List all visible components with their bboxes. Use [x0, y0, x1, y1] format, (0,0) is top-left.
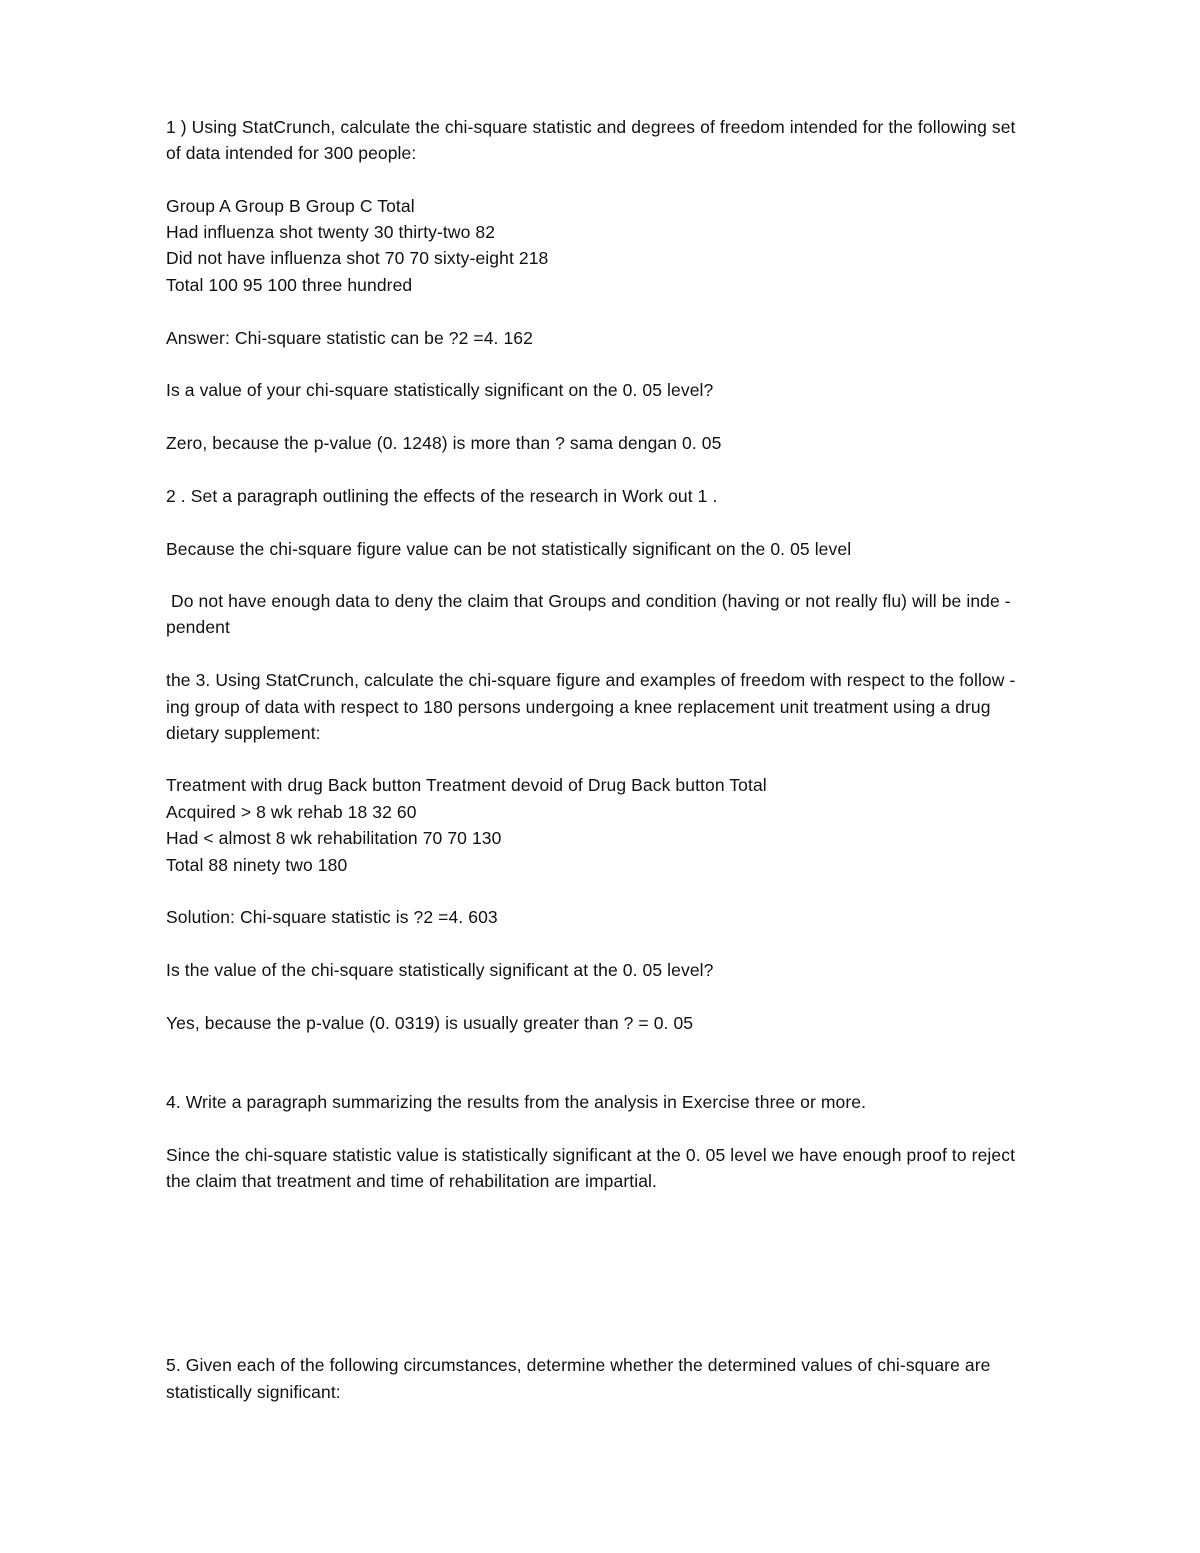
- significance-answer-1: Zero, because the p-value (0. 1248) is more than ? sama dengan 0. 05: [166, 433, 722, 453]
- table-1-row-1: Had influenza shot twenty 30 thirty-two 82: [166, 222, 496, 242]
- answer-2-line-3: pendent: [166, 617, 230, 637]
- question-3-line-3: dietary supplement:: [166, 723, 321, 743]
- answer-1: Answer: Chi-square statistic can be ?2 =4. 162: [166, 328, 533, 348]
- answer-4-line-2: the claim that treatment and time of rehabilitation are impartial.: [166, 1171, 658, 1191]
- question-4: 4. Write a paragraph summarizing the results from the analysis in Exercise three or more.: [166, 1092, 867, 1112]
- question-2: 2 . Set a paragraph outlining the effects of the research in Work out 1 .: [166, 486, 718, 506]
- answer-2-line-1: Because the chi-square figure value can be not statistically significant on the 0. 05 level: [166, 539, 852, 559]
- table-2-header: Treatment with drug Back button Treatment devoid of Drug Back button Total: [166, 775, 767, 795]
- solution-3: Solution: Chi-square statistic is ?2 =4. 603: [166, 907, 498, 927]
- question-3-line-1: the 3. Using StatCrunch, calculate the chi-square figure and examples of freedom with respect to the follow -: [166, 670, 1016, 690]
- significance-question-3: Is the value of the chi-square statistically significant at the 0. 05 level?: [166, 960, 714, 980]
- table-2-row-2: Had < almost 8 wk rehabilitation 70 70 130: [166, 828, 502, 848]
- table-2-row-1: Acquired > 8 wk rehab 18 32 60: [166, 802, 417, 822]
- table-1-header: Group A Group B Group C Total: [166, 196, 415, 216]
- question-5-line-1: 5. Given each of the following circumstances, determine whether the determined values of chi-square are: [166, 1355, 991, 1375]
- question-5-line-2: statistically significant:: [166, 1382, 341, 1402]
- question-1-line-2: of data intended for 300 people:: [166, 143, 417, 163]
- table-1-row-2: Did not have influenza shot 70 70 sixty-eight 218: [166, 248, 549, 268]
- significance-answer-3: Yes, because the p-value (0. 0319) is usually greater than ? = 0. 05: [166, 1013, 694, 1033]
- question-3-line-2: ing group of data with respect to 180 persons undergoing a knee replacement unit treatment using a drug: [166, 697, 991, 717]
- question-1-line-1: 1 ) Using StatCrunch, calculate the chi-square statistic and degrees of freedom intended for the following set: [166, 117, 1016, 137]
- table-2-total: Total 88 ninety two 180: [166, 855, 348, 875]
- answer-2-line-2: Do not have enough data to deny the claim that Groups and condition (having or not really flu) will be inde -: [171, 591, 1011, 611]
- significance-question-1: Is a value of your chi-square statistically significant on the 0. 05 level?: [166, 380, 714, 400]
- answer-4-line-1: Since the chi-square statistic value is statistically significant at the 0. 05 level we have enough proof to reject: [166, 1145, 1016, 1165]
- table-1-total: Total 100 95 100 three hundred: [166, 275, 413, 295]
